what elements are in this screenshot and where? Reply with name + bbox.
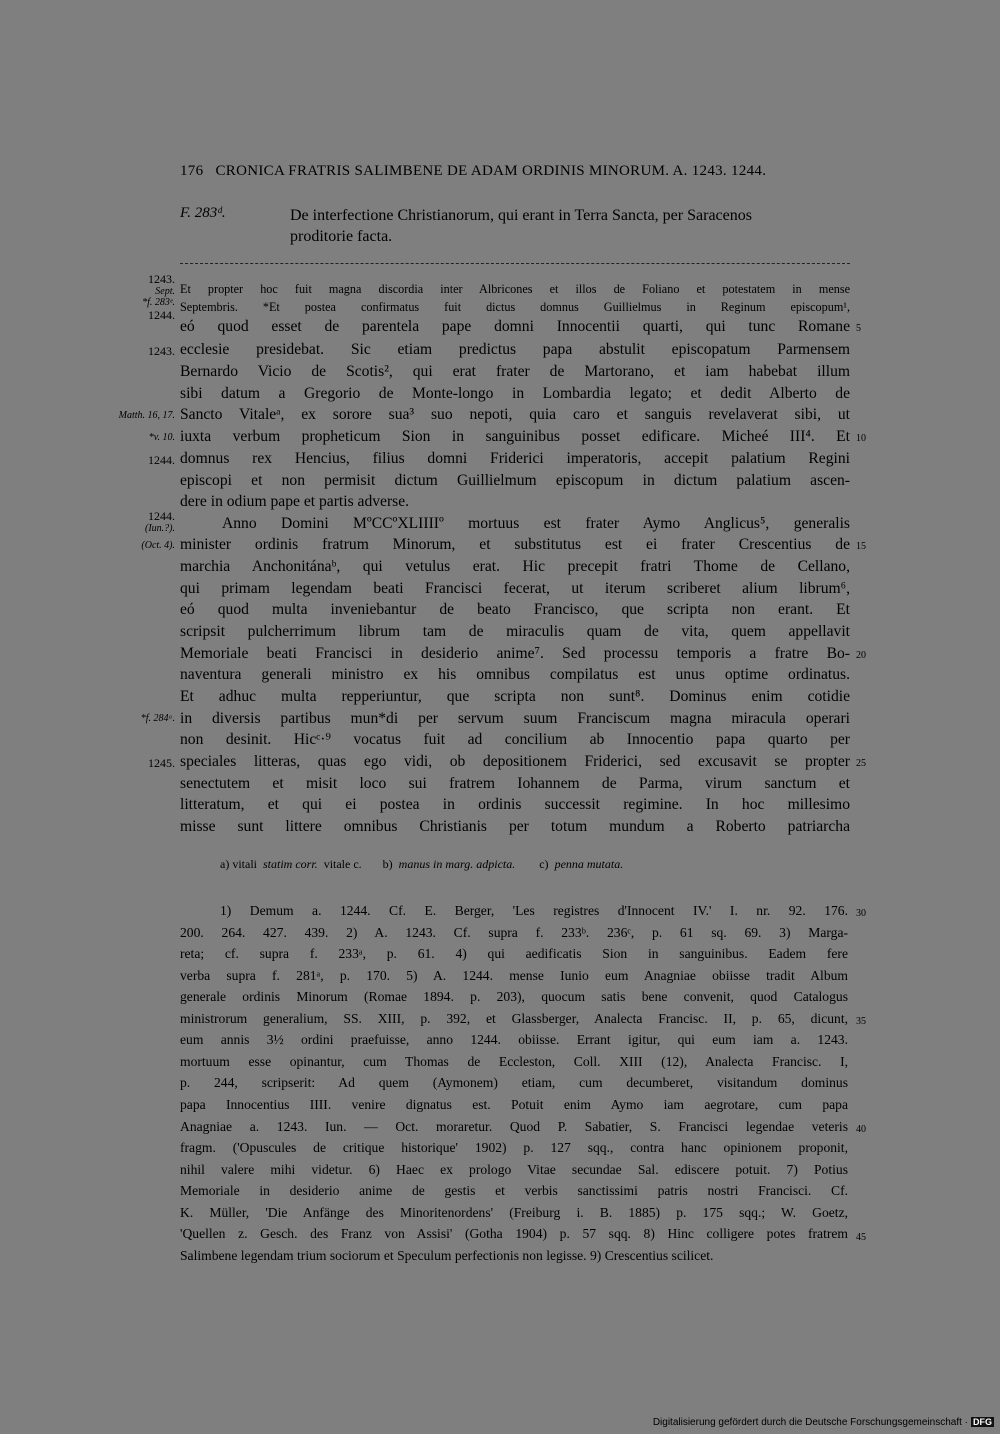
- chapter-title: [290, 205, 850, 247]
- margin-note: Matth. 16, 17.: [118, 410, 175, 421]
- critical-apparatus: [220, 857, 626, 872]
- line-number: 25: [856, 758, 866, 769]
- text-line: sibi datum a Gregorio de Monte-longo in Lombardia legato; et dedit Alberto de: [180, 385, 850, 402]
- text-line: ecclesie presidebat. Sic etiam predictus papa abstulit episcopatum Parmensem: [180, 341, 850, 358]
- section-divider: [180, 263, 850, 264]
- text-line: litteratum, et qui ei postea in ordinis successit regimine. In hoc millesimo: [180, 796, 850, 813]
- credit-text: Digitalisierung gefördert durch die Deutsche Forschungsgemeinschaft ·: [652, 1417, 968, 1428]
- line-number: 10: [856, 433, 866, 444]
- text-line: Bernardo Vicio de Scotis², qui erat frater de Martorano, et iam habebat illum: [180, 363, 850, 380]
- text-line: scripsit pulcherrimum librum tam de miraculis quam de vita, quem appellavit: [180, 623, 850, 640]
- text-line: Memoriale beati Francisci in desiderio anime⁷. Sed processu temporis a fratre Bo-: [180, 645, 850, 662]
- text-line: Anno Domini MºCCºXLIIIIº mortuus est frater Aymo Anglicus⁵, generalis: [222, 515, 850, 532]
- running-title: CRONICA FRATRIS SALIMBENE DE ADAM ORDINIS MINORUM. A. 1243. 1244.: [215, 163, 767, 179]
- apparatus-text: vitale c.: [323, 857, 362, 871]
- margin-note: 1244.: [148, 308, 175, 322]
- footnote-line: generale ordinis Minorum (Romae 1894. p. 203), quocum satis bene convenit, quod Catalogus: [180, 989, 848, 1004]
- footnote-line: Memoriale in desiderio anime de gestis et verbis sanctissimi patris nostri Francisci. Cf.: [180, 1183, 848, 1198]
- footnote-line: 1) Demum a. 1244. Cf. E. Berger, 'Les registres d'Innocent IV.' I. nr. 92. 176.: [220, 903, 848, 918]
- margin-note: 1245.: [148, 756, 175, 770]
- text-line: eó quod esset de parentela pape domni Innocentii quarti, qui tunc Romane: [180, 318, 850, 335]
- text-line: qui primam legendam beati Francisci fecerat, ut iterum scriberet alium librum⁶,: [180, 580, 850, 597]
- text-line: domnus rex Hencius, filius domni Friderici imperatoris, accepit palatium Regini: [180, 450, 850, 467]
- text-line: non desinit. Hicᶜ·⁹ vocatus fuit ad concilium ab Innocentio papa quarto per: [180, 731, 850, 748]
- footnote-line: p. 244, scripserit: Ad quem (Aymonem) etiam, cum decumberet, visitandum dominus: [180, 1075, 848, 1090]
- dfg-logo: DFG: [973, 1417, 992, 1427]
- text-line: marchia Anchonitánaᵇ, qui vetulus erat. Hic precepit fratri Thome de Cellano,: [180, 558, 850, 575]
- footnote-line: papa Innocentius IIII. venire dignatus est. Potuit enim Aymo iam aegrotare, cum papa: [180, 1097, 848, 1112]
- footnote-line: fragm. ('Opuscules de critique historique' 1902) p. 127 sqq., contra hanc opinionem proponit,: [180, 1140, 848, 1155]
- folio-reference: F. 283ᵈ.: [180, 205, 226, 221]
- footnote-line: Anagniae a. 1243. Iun. — Oct. moraretur. Quod P. Sabatier, S. Francisci legendae veteris: [180, 1119, 848, 1134]
- apparatus-text: vitali: [232, 857, 257, 871]
- text-line: dere in odium pape et partis adverse.: [180, 493, 410, 510]
- text-line: episcopi et non permisit dictum Guillielmum episcopum in dictum palatium ascen-: [180, 472, 850, 489]
- margin-note: 1244.: [148, 509, 175, 523]
- line-number: 15: [856, 541, 866, 552]
- footnote-line: 200. 264. 427. 439. 2) A. 1243. Cf. supra f. 233ᵇ. 236ᶜ, p. 61 sq. 69. 3) Marga-: [180, 925, 848, 940]
- text-line: senectutem et misit loco sui fratrem Iohannem de Parma, virum sanctum et: [180, 775, 850, 792]
- text-line: Et adhuc multa repperiuntur, que scripta non sunt⁸. Dominus enim cotidie: [180, 688, 850, 705]
- footnote-line: 'Quellen z. Gesch. des Franz von Assisi' (Gotha 1904) p. 57 sqq. 8) Hinc colligere potes fratrem: [180, 1226, 848, 1241]
- line-number: 40: [856, 1124, 866, 1135]
- text-line: iuxta verbum propheticum Sion in sanguinibus posset edificare. Micheé III⁴. Et: [180, 428, 850, 445]
- apparatus-text: penna mutata.: [554, 857, 624, 871]
- margin-note: (Iun.?).: [145, 523, 175, 534]
- line-number: 5: [856, 323, 861, 334]
- page-number: 176: [180, 163, 204, 179]
- apparatus-label: c): [539, 857, 549, 871]
- footnote-line: eum annis 3½ ordini praefuisse, anno 1244. obiisse. Errant igitur, qui eum iam a. 1243.: [180, 1032, 848, 1047]
- running-head: [180, 163, 845, 180]
- text-line: in diversis partibus mun*di per servum suum Franciscum magna miracula operari: [180, 710, 850, 727]
- margin-note: 1243.: [148, 344, 175, 358]
- text-line: Septembris. *Et postea confirmatus fuit dictus domnus Guillielmus in Reginum episcopum¹,: [180, 300, 850, 314]
- margin-note: *f. 284ᵃ.: [140, 713, 175, 724]
- footnote-line: mortuum esse opinantur, cum Thomas de Eccleston, Coll. XIII (12), Analecta Francisc. I,: [180, 1054, 848, 1069]
- footnote-line: verba supra f. 281ᵃ, p. 170. 5) A. 1244. mense Iunio eum Anagniae obiisse tradit Album: [180, 968, 848, 983]
- footnote-line: K. Müller, 'Die Anfänge des Minoritenordens' (Freiburg i. B. 1885) p. 175 sqq.; W. Goetz,: [180, 1205, 848, 1220]
- text-line: speciales litteras, quas ego vidi, ob depositionem Friderici, sed excusavit se propter: [180, 753, 850, 770]
- margin-note: 1244.: [148, 453, 175, 467]
- footnote-line: Salimbene legendam trium sociorum et Speculum perfectionis non legisse. 9) Crescentius scilicet.: [180, 1248, 714, 1263]
- margin-note: *f. 283ᵉ.: [142, 297, 175, 308]
- apparatus-text: statim corr.: [263, 857, 318, 871]
- footnote-line: nihil valere mihi videtur. 6) Haec ex prologo Vitae secundae Sal. ediscere potuit. 7) Potius: [180, 1162, 848, 1177]
- footnote-line: ministrorum generalium, SS. XIII, p. 392, et Glassberger, Analecta Francisc. II, p. 65, dicunt,: [180, 1011, 848, 1026]
- line-number: 30: [856, 908, 866, 919]
- footnote-line: reta; cf. supra f. 233ᵃ, p. 61. 4) qui aedificatis Sion in sanguinibus. Eadem fere: [180, 946, 848, 961]
- line-number: 45: [856, 1232, 866, 1243]
- text-line: naventura generali ministro ex his omnibus compilatus est unus optime ordinatus.: [180, 666, 850, 683]
- margin-note: 1243.: [148, 272, 175, 286]
- margin-note: Sept.: [155, 286, 175, 297]
- chapter-title-line: De interfectione Christianorum, qui erant in Terra Sancta, per Saracenos: [290, 207, 752, 224]
- text-line: eó quod multa inveniebantur de beato Francisco, que scripta non erant. Et: [180, 601, 850, 618]
- apparatus-label: b): [382, 857, 393, 871]
- apparatus-text: manus in marg. adpicta.: [398, 857, 516, 871]
- margin-note: (Oct. 4).: [141, 540, 175, 551]
- margin-note: *v. 10.: [148, 432, 175, 443]
- text-line: misse sunt littere omnibus Christianis per totum mundum a Roberto patriarcha: [180, 818, 850, 835]
- apparatus-label: a): [220, 857, 230, 871]
- text-line: Sancto Vitaleᵃ, ex sorore sua³ suo nepoti, quia caro et sanguis revelaverat sibi, ut: [180, 406, 850, 423]
- line-number: 35: [856, 1016, 866, 1027]
- text-line: minister ordinis fratrum Minorum, et substitutus est ei frater Crescentius de: [180, 536, 850, 553]
- chapter-title-line: proditorie facta.: [290, 228, 393, 245]
- text-line: Et propter hoc fuit magna discordia inter Albricones et illos de Foliano et potestatem in mense: [180, 282, 850, 296]
- line-number: 20: [856, 650, 866, 661]
- digitization-credit: [653, 1417, 994, 1428]
